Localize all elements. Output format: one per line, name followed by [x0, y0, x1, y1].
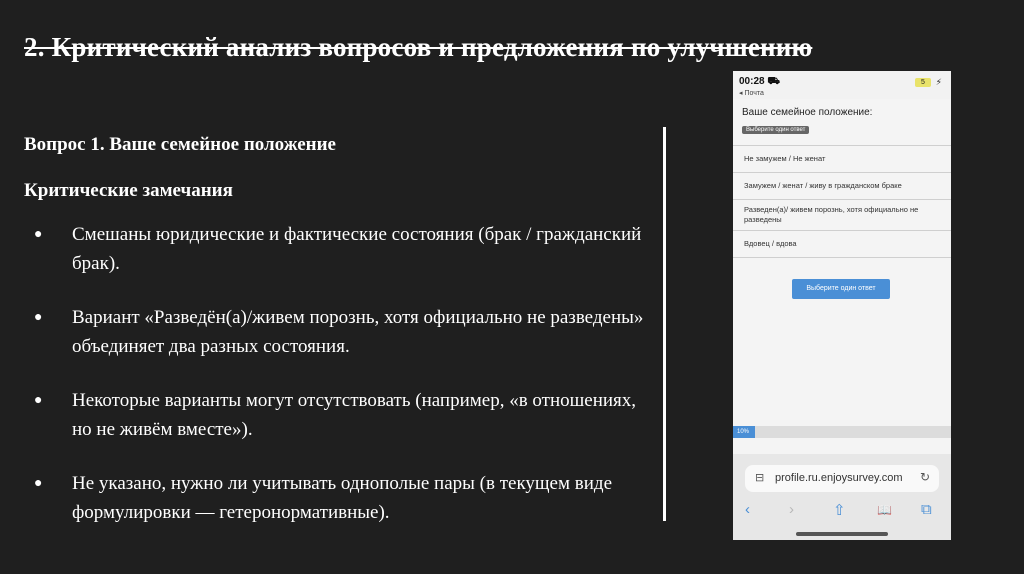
- bullet-item: [34, 220, 644, 278]
- status-time: 00:28 ⛟: [739, 76, 780, 87]
- choose-one-badge: Выберите один ответ: [742, 126, 809, 134]
- remarks-heading: Критические замечания: [24, 180, 233, 201]
- answer-option[interactable]: Вдовец / вдова: [733, 231, 951, 258]
- share-icon[interactable]: ⇧: [833, 502, 846, 519]
- remarks-list: [34, 220, 644, 552]
- bullet-text: Некоторые варианты могут отсутствовать (например, «в отношениях, но не живём вместе»).: [72, 390, 637, 440]
- charging-icon: ⚡: [935, 77, 942, 87]
- answer-option[interactable]: Замужем / женат / живу в гражданском браке: [733, 173, 951, 200]
- survey-question-title: Ваше семейное положение:: [742, 107, 873, 118]
- home-indicator: [796, 532, 888, 536]
- question-heading: Вопрос 1. Ваше семейное положение: [24, 134, 336, 155]
- forward-arrow-icon[interactable]: ›: [789, 501, 794, 518]
- slide-title: 2. Критический анализ вопросов и предложения по улучшению: [24, 32, 813, 62]
- submit-button[interactable]: Выберите один ответ: [792, 279, 890, 299]
- bookmarks-icon[interactable]: 📖: [877, 503, 892, 517]
- progress-bar: [733, 426, 951, 438]
- back-to-mail-link[interactable]: ◂ Почта: [739, 90, 764, 97]
- status-bar: [733, 71, 951, 99]
- back-arrow-icon[interactable]: ‹: [745, 501, 750, 518]
- browser-toolbar: [733, 454, 951, 540]
- bullet-item: [34, 303, 644, 361]
- browser-nav: [733, 499, 951, 523]
- bullet-icon: ●: [34, 310, 43, 325]
- phone-screenshot: [733, 71, 951, 540]
- bullet-icon: ●: [34, 476, 43, 491]
- answer-option[interactable]: Разведен(а)/ живем порознь, хотя официально не разведены: [733, 200, 951, 231]
- reload-icon[interactable]: ↻: [919, 470, 930, 484]
- progress-fill: 10%: [733, 426, 755, 438]
- page-settings-icon[interactable]: ⊟: [755, 472, 765, 484]
- bullet-text: Вариант «Разведён(а)/живем порознь, хотя официально не разведены» объединяет два разных состояния.: [72, 307, 644, 357]
- tabs-icon[interactable]: ⧉: [921, 501, 932, 518]
- vertical-divider: [663, 127, 666, 521]
- bullet-text: Смешаны юридические и фактические состояния (брак / гражданский брак).: [72, 224, 642, 274]
- bullet-text: Не указано, нужно ли учитывать однополые пары (в текущем виде формулировки — гетеронормативные).: [72, 473, 612, 523]
- bullet-item: [34, 386, 644, 444]
- bullet-icon: ●: [34, 393, 43, 408]
- bullet-icon: ●: [34, 227, 43, 242]
- battery-icon: 5: [915, 78, 931, 87]
- answer-options: [733, 145, 951, 258]
- address-bar[interactable]: [745, 465, 939, 492]
- url-text: profile.ru.enjoysurvey.com: [775, 472, 903, 484]
- answer-option[interactable]: Не замужем / Не женат: [733, 146, 951, 173]
- bullet-item: [34, 469, 644, 527]
